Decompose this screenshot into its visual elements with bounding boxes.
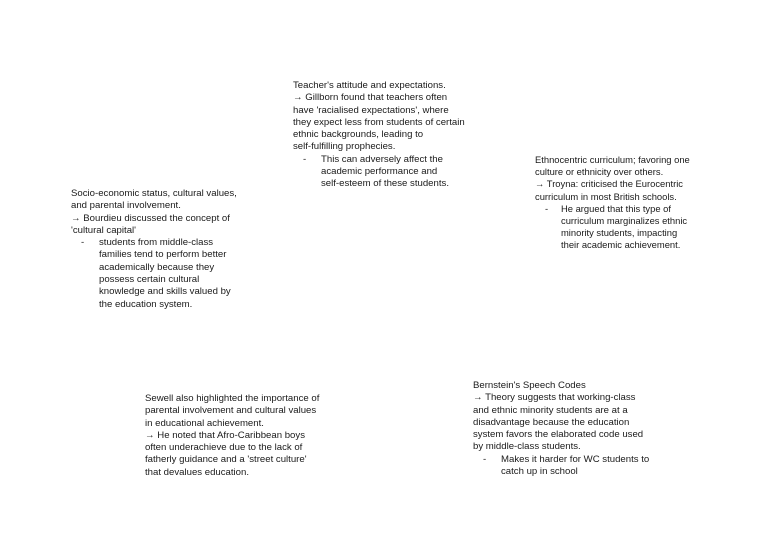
bullet-line: This can adversely affect the <box>321 153 443 165</box>
note-line: often underachieve due to the lack of <box>145 442 303 454</box>
note-line: fatherly guidance and a 'street culture' <box>145 454 307 466</box>
note-teacher-expectations <box>293 80 465 191</box>
note-line: have 'racialised expectations', where <box>293 104 449 116</box>
note-bullet-list <box>473 454 649 479</box>
note-line: → Troyna: criticised the Eurocentric <box>535 178 683 190</box>
bullet-line: catch up in school <box>501 466 578 478</box>
bullet-line: academically because they <box>99 261 215 273</box>
note-line: ethnic backgrounds, leading to <box>293 129 424 141</box>
note-ethnocentric-curriculum <box>535 154 690 252</box>
note-line: Teacher's attitude and expectations. <box>293 80 446 91</box>
note-bullet-list <box>293 154 465 191</box>
note-line: they expect less from students of certain <box>293 116 465 128</box>
bullet-line: academic performance and <box>321 166 438 178</box>
note-sewell <box>145 393 319 479</box>
note-bullet-item <box>293 154 465 191</box>
bullet-line: their academic achievement. <box>561 239 681 251</box>
note-bernstein-speech-codes <box>473 380 649 478</box>
bullet-line: the education system. <box>99 298 193 310</box>
note-line: → Bourdieu discussed the concept of <box>71 212 230 224</box>
note-bullet-list <box>535 203 690 252</box>
note-line: 'cultural capital' <box>71 224 136 236</box>
bullet-line: families tend to perform better <box>99 249 227 261</box>
note-line: → Theory suggests that working-class <box>473 392 636 404</box>
bullet-line: He argued that this type of <box>561 202 671 214</box>
bullet-dash: - <box>81 237 85 249</box>
bullet-dash: - <box>545 202 549 214</box>
bullet-line: possess certain cultural <box>99 274 200 286</box>
note-line: self-fulfilling prophecies. <box>293 141 396 153</box>
note-line: Socio-economic status, cultural values, <box>71 188 237 199</box>
note-line: parental involvement and cultural values <box>145 405 317 417</box>
note-line: curriculum in most British schools. <box>535 190 677 202</box>
bullet-dash: - <box>303 153 307 165</box>
note-bullet-item <box>473 454 649 479</box>
note-bullet-item <box>535 203 690 252</box>
bullet-line: self-esteem of these students. <box>321 178 449 190</box>
bullet-dash: - <box>483 453 487 465</box>
note-line: system favors the elaborated code used <box>473 429 644 441</box>
note-line: Sewell also highlighted the importance of <box>145 393 320 404</box>
bullet-line: knowledge and skills valued by <box>99 286 231 298</box>
note-cultural-capital <box>71 188 237 311</box>
note-bullet-item <box>71 237 237 311</box>
note-line: and parental involvement. <box>71 200 181 212</box>
bullet-line: students from middle-class <box>99 237 214 249</box>
note-line: disadvantage because the education <box>473 416 630 428</box>
note-line: culture or ethnicity over others. <box>535 166 664 178</box>
note-line: → Gillborn found that teachers often <box>293 92 448 104</box>
note-line: and ethnic minority students are at a <box>473 404 628 416</box>
bullet-line: minority students, impacting <box>561 227 678 239</box>
note-bullet-list <box>71 237 237 311</box>
note-line: → He noted that Afro-Caribbean boys <box>145 429 305 441</box>
note-line: Bernstein's Speech Codes <box>473 380 586 391</box>
note-line: Ethnocentric curriculum; favoring one <box>535 154 690 165</box>
note-line: in educational achievement. <box>145 417 264 429</box>
bullet-line: curriculum marginalizes ethnic <box>561 215 688 227</box>
note-line: by middle-class students. <box>473 441 581 453</box>
bullet-line: Makes it harder for WC students to <box>501 453 650 465</box>
note-line: that devalues education. <box>145 466 250 478</box>
